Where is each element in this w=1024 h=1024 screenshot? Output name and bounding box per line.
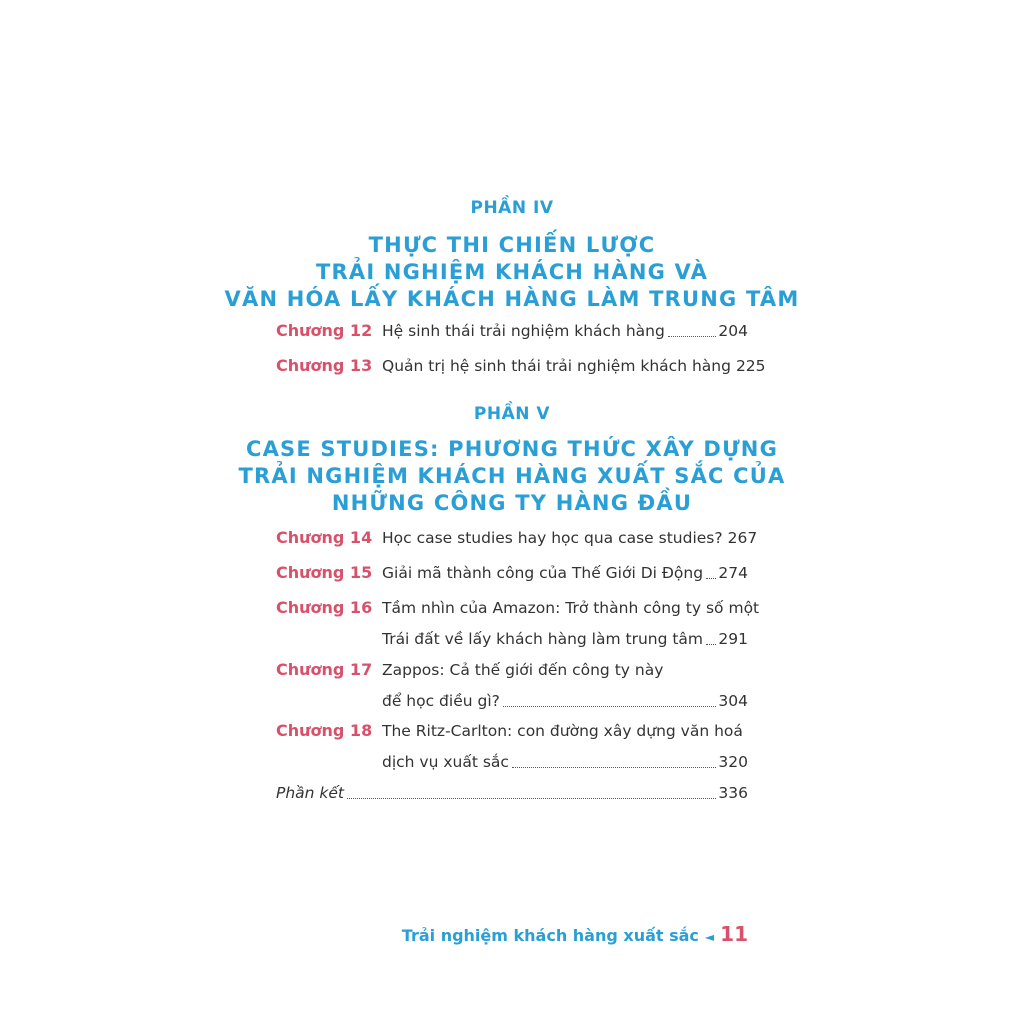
left-triangle-icon: ◄ (704, 930, 715, 944)
chapter-title: Học case studies hay học qua case studies? (382, 529, 723, 547)
part-4-title-line: THỰC THI CHIẾN LƯỢC (368, 233, 656, 257)
dot-leader (503, 705, 717, 707)
page-number: 274 (718, 564, 748, 582)
chapter-title-continued: dịch vụ xuất sắc (382, 753, 509, 771)
dot-leader (706, 643, 716, 645)
page-number: 336 (718, 784, 748, 802)
page-footer (402, 922, 748, 946)
page-number: 267 (727, 529, 758, 547)
epilogue-label: Phần kết (276, 784, 345, 802)
chapter-title: Quản trị hệ sinh thái trải nghiệm khách hàng (382, 357, 731, 375)
page-number: 291 (718, 630, 748, 648)
chapter-title: Hệ sinh thái trải nghiệm khách hàng (382, 322, 665, 340)
part-4-title-line: TRẢI NGHIỆM KHÁCH HÀNG VÀ (315, 260, 709, 284)
chapter-label: Chương 17 (276, 660, 373, 679)
chapter-title: Zappos: Cả thế giới đến công ty này (382, 661, 664, 679)
dot-leader (512, 766, 716, 768)
page-number: 304 (718, 692, 748, 710)
chapter-title-continued: Trái đất về lấy khách hàng làm trung tâm (382, 630, 704, 648)
chapter-label: Chương 13 (276, 356, 373, 375)
part-4-title (0, 232, 1024, 313)
running-title: Trải nghiệm khách hàng xuất sắc (401, 926, 699, 945)
chapter-label: Chương 16 (276, 598, 373, 617)
chapter-title: Giải mã thành công của Thế Giới Di Động (382, 564, 704, 582)
part-5-title-line: TRẢI NGHIỆM KHÁCH HÀNG XUẤT SẮC CỦA (238, 464, 786, 488)
chapter-title-continued: để học điều gì? (382, 692, 500, 710)
part-5-title (0, 436, 1024, 517)
chapter-label: Chương 18 (276, 721, 373, 740)
part-4-title-line: VĂN HÓA LẤY KHÁCH HÀNG LÀM TRUNG TÂM (224, 287, 800, 311)
dot-leader (347, 797, 716, 799)
dot-leader (668, 335, 717, 337)
page-number: 225 (735, 357, 766, 375)
page-number: 320 (718, 753, 748, 771)
chapter-label: Chương 14 (276, 528, 373, 547)
folio-page-number: 11 (720, 922, 748, 946)
part-5-title-line: NHỮNG CÔNG TY HÀNG ĐẦU (331, 491, 693, 515)
chapter-label: Chương 12 (276, 321, 373, 340)
dot-leader (706, 577, 716, 579)
toc-entry-epilogue[interactable] (276, 780, 748, 806)
chapter-label: Chương 15 (276, 563, 373, 582)
page-number: 204 (718, 322, 748, 340)
chapter-title: The Ritz-Carlton: con đường xây dựng văn hoá (382, 722, 743, 740)
part-4-label: PHẦN IV (470, 198, 554, 218)
chapter-title: Tầm nhìn của Amazon: Trở thành công ty số một (382, 599, 760, 617)
part-5-label: PHẦN V (473, 404, 551, 424)
part-5-title-line: CASE STUDIES: PHƯƠNG THỨC XÂY DỰNG (245, 437, 779, 461)
